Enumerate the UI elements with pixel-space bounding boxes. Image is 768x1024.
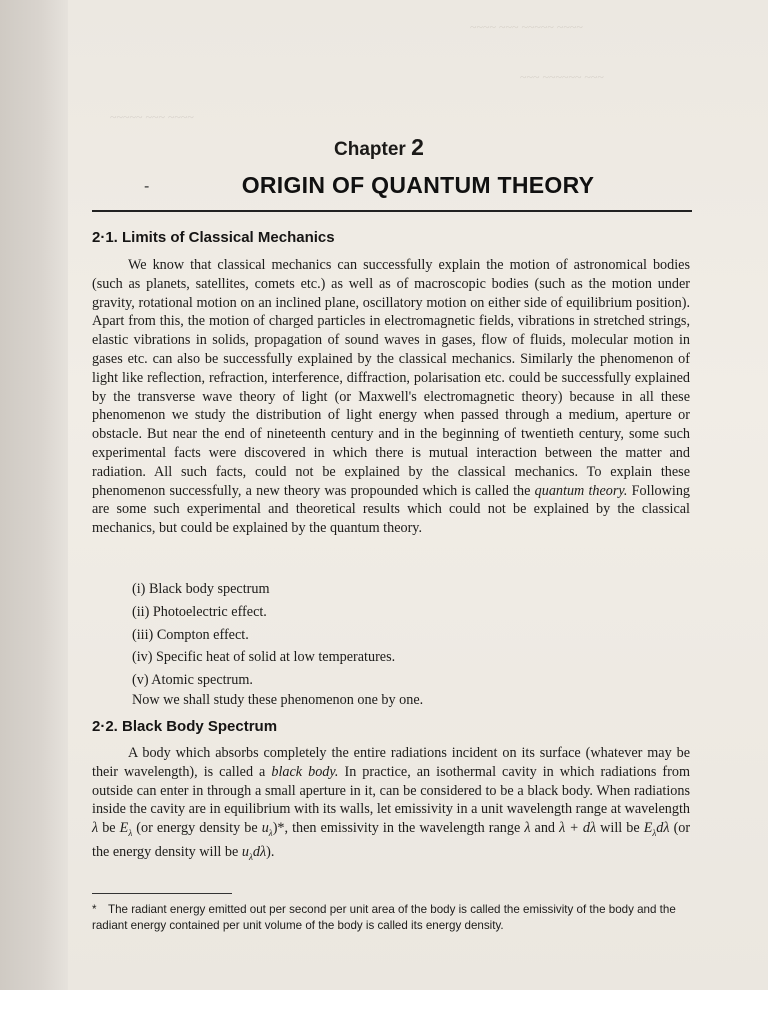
quantum-theory-term: quantum theory.: [534, 482, 628, 499]
math-e-lambda: $E_\lambda$: [119, 820, 133, 839]
closing-sentence: Now we shall study these phenomenon one by one.: [132, 692, 424, 708]
black-body-term: black body.: [271, 763, 339, 780]
chapter-title: ORIGIN OF QUANTUM THEORY: [241, 172, 595, 198]
phenomena-list: [132, 578, 395, 692]
footnote-marker: *: [92, 903, 97, 916]
list-item: (iv) Specific heat of solid at low temperatures.: [132, 649, 396, 666]
chapter-label: [334, 134, 424, 161]
paragraph-text: (or energy density be: [136, 820, 258, 837]
paragraph-text: (or the energy density will be: [92, 820, 691, 860]
math-e-lambda-dlambda: $E_\lambda d\lambda$: [643, 820, 670, 839]
footnote-rule: [92, 893, 232, 894]
math-lambda: λ: [92, 820, 99, 837]
paragraph-text: A body which absorbs completely the entire radiations incident on its surface (whatever may be their wavelength), is called a: [92, 745, 690, 780]
math-u-lambda: $u_\lambda$: [261, 820, 273, 839]
math-lambda: λ: [524, 820, 531, 837]
footnote-text: The radiant energy emitted out per second per unit area of the body is called the emissivity of the body and the radiant energy contained per unit volume of the body is called its energy density.: [92, 903, 676, 932]
footnote: [92, 902, 690, 934]
paragraph-text: be: [102, 820, 116, 837]
math-u-lambda-dlambda: $u_\lambda d\lambda$: [241, 843, 267, 862]
list-item: (v) Atomic spectrum.: [132, 672, 253, 689]
section-paragraph-2-1: [92, 256, 690, 538]
show-through-text: ~~~~ ~~~ ~~~~~ ~~~~: [470, 20, 583, 34]
list-item: (i) Black body spectrum: [132, 581, 270, 597]
section-paragraph-2-2: [92, 744, 690, 866]
paragraph-text: Following are some such experimental and theoretical results which could not be explained by the classical mechanics, but could be explained by the quantum theory.: [92, 482, 691, 537]
list-item: (ii) Photoelectric effect.: [132, 603, 267, 620]
math-lambda-plus-dlambda: λ + dλ: [559, 820, 597, 837]
show-through-text: ~~~ ~~~~~~ ~~~: [520, 70, 604, 84]
paragraph-text: will be: [600, 820, 640, 837]
list-item: (iii) Compton effect.: [132, 626, 249, 643]
paragraph-text: We know that classical mechanics can successfully explain the motion of astronomical bodies (such as planets, satellites, comets etc.) as well as of macroscopic bodies (such as the motion under gravity, rotational motion on an inclined plane, oscillatory motion on either side of equilibrium position). Apart from this, the motion of charged particles in electromagnetic fields, vibrations in stretched strings, elastic vibrations in solids, propagation of sound waves in gases, flow of fluids, molecular motion in gases etc. can also be successfully explained by the classical mechanics. Similarly the phenomenon of light like reflection, refraction, interference, diffraction, polarisation etc. could be successfully explained by the transverse wave theory of light (or Maxwell's electromagnetic theory) because in all these phenomenon we study the distribution of light energy when passed through a medium, aperture or obstacle. But near the end of nineteenth century and in the beginning of twentieth century, some such experimental facts were discovered in which there is mutual interaction between the matter and radiation. All such facts, could not be explained by the classical mechanics. To explain these phenomenon successfully, a new theory was propounded which is called the: [92, 257, 690, 499]
section-heading-2-2: 2·2. Black Body Spectrum: [92, 718, 278, 735]
paragraph-text: ).: [266, 843, 275, 860]
chapter-label-text: Chapter: [334, 139, 406, 160]
chapter-number: 2: [411, 134, 424, 160]
section-heading-2-1: 2·1. Limits of Classical Mechanics: [92, 229, 335, 246]
book-gutter: [0, 0, 68, 1024]
paragraph-text: In practice, an isothermal cavity in which radiations from outside can enter in through a small aperture in it, can be considered to be a black body. When radiations inside the cavity are in equilibrium with its walls, let emissivity in a unit wavelength range at wavelength: [92, 763, 691, 818]
show-through-text: ~~~~~ ~~~ ~~~~: [110, 110, 194, 124]
paragraph-text: )*, then emissivity in the wavelength range: [272, 820, 521, 837]
title-dash: -: [144, 178, 150, 195]
title-rule: [92, 210, 692, 212]
paragraph-text: and: [534, 820, 556, 837]
bottom-margin: [0, 990, 768, 1024]
